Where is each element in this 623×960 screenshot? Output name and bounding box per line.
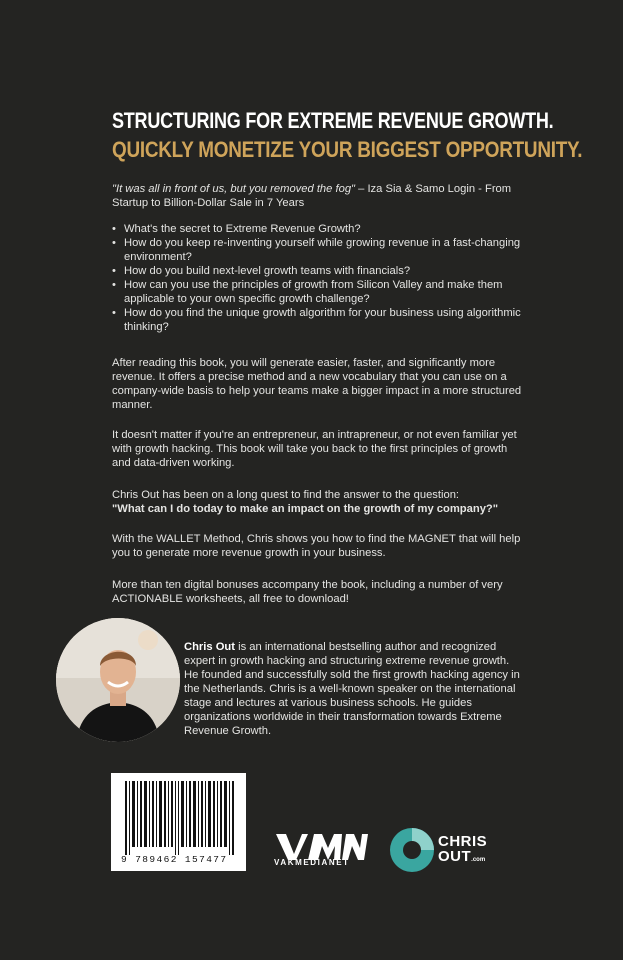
vakmedianet-wordmark: VAKMEDIANET: [274, 858, 350, 867]
list-item: • How do you build next-level growth teams with financials?: [112, 264, 522, 278]
paragraph-bonuses: More than ten digital bonuses accompany the book, including a number of very ACTIONABLE worksheets, all free to download!: [112, 579, 503, 605]
paragraph-method: With the WALLET Method, Chris shows you how to find the MAGNET that will help you to generate more revenue growth in your business.: [112, 533, 521, 559]
list-item: • How do you find the unique growth algorithm for your business using algorithmic thinking?: [112, 306, 522, 334]
logo-out-text: OUT: [438, 848, 472, 865]
heading-line-1: STRUCTURING FOR EXTREME REVENUE GROWTH.: [112, 108, 554, 133]
logo-dotcom: .com: [471, 857, 486, 863]
author-bio: [184, 640, 524, 738]
quest-question: "What can I do today to make an impact on the growth of my company?": [112, 503, 499, 515]
isbn-barcode: [111, 773, 246, 871]
quote-text: "It was all in front of us, but you removed the fog": [112, 183, 356, 195]
testimonial-quote: [112, 182, 522, 210]
isbn-digits: 9 789462 157477: [121, 854, 228, 865]
list-item: • What's the secret to Extreme Revenue Growth?: [112, 222, 522, 236]
author-name: Chris Out: [184, 641, 235, 653]
list-item: • How do you keep re-inventing yourself while growing revenue in a fast-changing environment?: [112, 236, 522, 264]
list-item: • How can you use the principles of growth from Silicon Valley and make them applicable to your own specific growth challenge?: [112, 278, 522, 306]
quote-attribution: – Iza Sia & Samo Login - From Startup to Billion-Dollar Sale in 7 Years: [112, 183, 512, 209]
author-bio-text: is an international bestselling author and recognized expert in growth hacking and structuring extreme revenue growth. He founded and successfully sold the first growth hacking agency in the Netherlands. Chris is a well-known speaker on the international stage and lectures at various business schools. He guides organizations worldwide in their transformation towards Extreme Revenue Growth.: [184, 641, 520, 737]
quest-lead: Chris Out has been on a long quest to find the answer to the question:: [112, 489, 460, 501]
paragraph-audience: It doesn't matter if you're an entrepreneur, an intrapreneur, or not even familiar yet with growth hacking. This book will take you back to the first principles of growth and data-driven working.: [112, 429, 517, 469]
chris-out-wordmark: [438, 834, 487, 868]
author-photo: [56, 618, 180, 742]
logo-line-chris: CHRIS: [438, 833, 488, 850]
paragraph-benefits: After reading this book, you will generate easier, faster, and significantly more revenue. It offers a precise method and a new vocabulary that you can use on a company-wide basis to help your teams make a bigger impact in a more structured manner.: [112, 357, 522, 411]
logo-line-out: [438, 849, 487, 868]
heading-line-2: QUICKLY MONETIZE YOUR BIGGEST OPPORTUNITY.: [112, 137, 583, 162]
paragraph-quest: [112, 488, 522, 516]
cover-heading: [112, 108, 583, 164]
question-list: [112, 222, 522, 334]
